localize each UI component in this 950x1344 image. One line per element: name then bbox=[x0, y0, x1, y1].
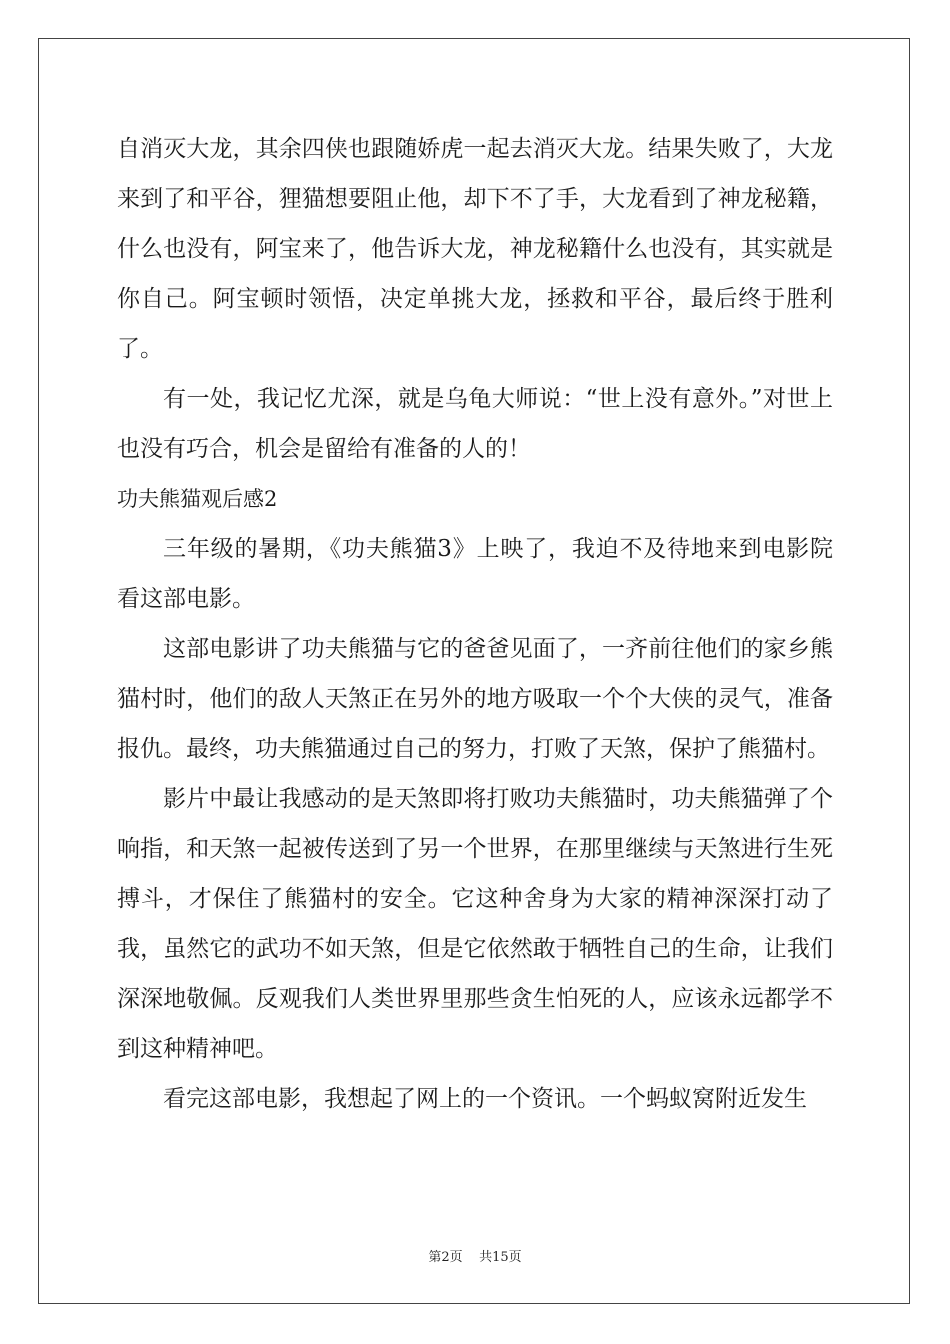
paragraph: 看完这部电影，我想起了网上的一个资讯。一个蚂蚁窝附近发生 bbox=[163, 1086, 807, 1112]
page-total: 共15页 bbox=[479, 1250, 522, 1265]
paragraph: 这部电影讲了功夫熊猫与它的爸爸见面了，一齐前往他们的家乡熊猫村时，他们的敌人天煞正在另外的地方吸取一个个大侠的灵气，准备报仇。最终，功夫熊猫通过自己的努力，打败了天煞，保护了熊猫村。 bbox=[117, 636, 833, 762]
document-body bbox=[117, 124, 833, 1124]
section-heading: 功夫熊猫观后感2 bbox=[117, 487, 278, 511]
paragraph-continued: 自消灭大龙，其余四侠也跟随娇虎一起去消灭大龙。结果失败了，大龙来到了和平谷，狸猫想要阻止他，却下不了手，大龙看到了神龙秘籍，什么也没有，阿宝来了，他告诉大龙，神龙秘籍什么也没有，其实就是你自己。阿宝顿时领悟，决定单挑大龙，拯救和平谷，最后终于胜利了。 bbox=[117, 136, 833, 362]
page-number: 第2页 bbox=[428, 1250, 463, 1265]
page-footer bbox=[0, 1246, 950, 1265]
paragraph-quote: 有一处，我记忆尤深，就是乌龟大师说：“世上没有意外。”对世上也没有巧合，机会是留给有准备的人的！ bbox=[117, 386, 833, 462]
paragraph: 影片中最让我感动的是天煞即将打败功夫熊猫时，功夫熊猫弹了个响指，和天煞一起被传送到了另一个世界，在那里继续与天煞进行生死搏斗，才保住了熊猫村的安全。它这种舍身为大家的精神深深打动了我，虽然它的武功不如天煞，但是它依然敢于牺牲自己的生命，让我们深深地敬佩。反观我们人类世界里那些贪生怕死的人，应该永远都学不到这种精神吧。 bbox=[117, 786, 833, 1062]
paragraph: 三年级的暑期，《功夫熊猫3》上映了，我迫不及待地来到电影院看这部电影。 bbox=[117, 536, 833, 612]
